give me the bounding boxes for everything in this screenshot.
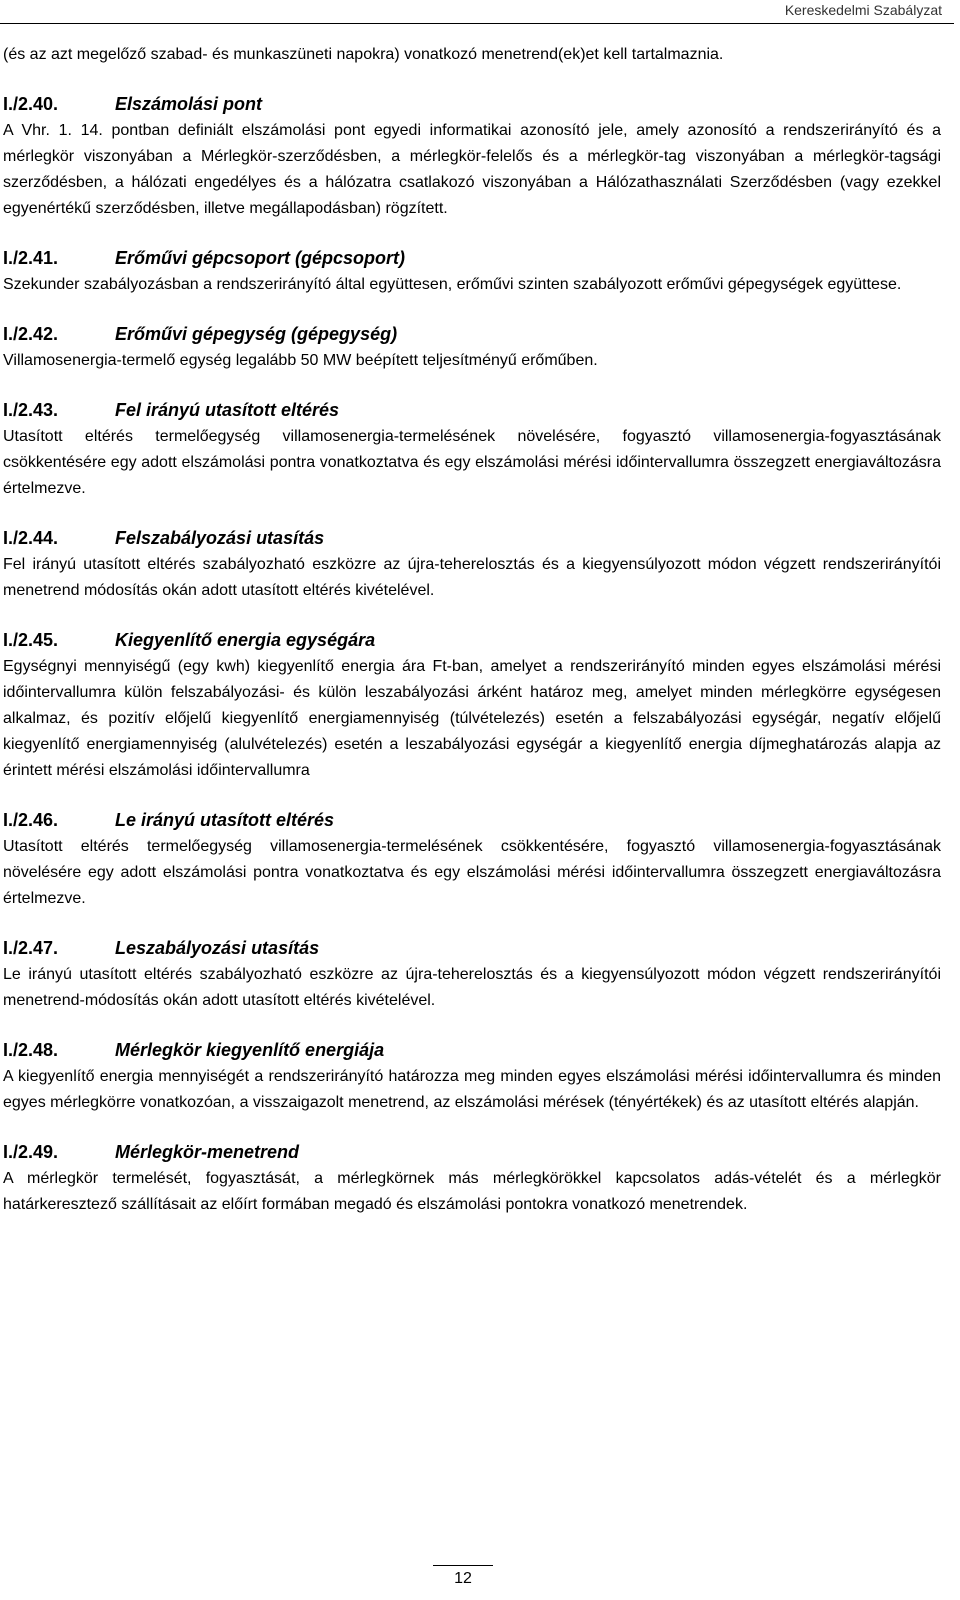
section-heading xyxy=(3,320,941,348)
section-title: Mérlegkör kiegyenlítő energiája xyxy=(115,1040,385,1060)
section-title: Erőművi gépcsoport (gépcsoport) xyxy=(115,248,406,268)
section-title: Leszabályozási utasítás xyxy=(115,938,320,958)
section-number: I./2.41. xyxy=(3,248,59,268)
section-number: I./2.40. xyxy=(3,94,59,114)
section-body: Utasított eltérés termelőegység villamosenergia-termelésének növelésére, fogyasztó villamosenergia-fogyasztásának csökkentésére egy adott elszámolási pontra vonatkoztatva és egy elszámolási mérési időintervallumra összegzett energiaváltozásra értelmezve. xyxy=(3,428,941,497)
section-number: I./2.42. xyxy=(3,324,59,344)
section-title: Le irányú utasított eltérés xyxy=(115,810,335,830)
section-2-43 xyxy=(3,396,941,502)
section-title: Elszámolási pont xyxy=(115,94,263,114)
section-number: I./2.44. xyxy=(3,528,59,548)
section-body: Utasított eltérés termelőegység villamosenergia-termelésének csökkentésére, fogyasztó villamosenergia-fogyasztásának növelésére egy adott elszámolási pontra vonatkoztatva és egy elszámolási mérési időintervallumra összegzett energiaváltozásra értelmezve. xyxy=(3,838,941,907)
section-body: A Vhr. 1. 14. pontban definiált elszámolási pont egyedi informatikai azonosító jele, amely azonosító a rendszerirányító és a mérlegkör viszonyában a Mérlegkör-szerződésben, a mérlegkör-felelős és a mérlegkör-tag viszonyában a mérlegkör-tagsági szerződésben, a hálózati engedélyes és a hálózatra csatlakozó viszonyában a Hálózathasználati Szerződésben (vagy ezekkel egyenértékű szerződésben, illetve megállapodásban) rögzített. xyxy=(3,122,941,217)
section-2-48 xyxy=(3,1036,941,1116)
section-title: Kiegyenlítő energia egységára xyxy=(115,630,376,650)
section-number: I./2.49. xyxy=(3,1142,59,1162)
section-body: Fel irányú utasított eltérés szabályozható eszközre az újra-teherelosztás és a kiegyensúlyozott módon végzett rendszerirányítói menetrend módosítás okán adott utasított eltérés kivételével. xyxy=(3,556,941,599)
section-heading xyxy=(3,806,941,834)
section-number: I./2.43. xyxy=(3,400,59,420)
section-number: I./2.47. xyxy=(3,938,59,958)
section-title: Mérlegkör-menetrend xyxy=(115,1142,300,1162)
section-2-46 xyxy=(3,806,941,912)
section-number: I./2.48. xyxy=(3,1040,59,1060)
section-body: Villamosenergia-termelő egység legalább 50 MW beépített teljesítményű erőműben. xyxy=(3,352,598,369)
section-body: Szekunder szabályozásban a rendszerirányító által együttesen, erőművi szinten szabályozott erőművi gépegységek együttese. xyxy=(3,276,902,293)
section-2-47 xyxy=(3,934,941,1014)
section-title: Fel irányú utasított eltérés xyxy=(115,400,340,420)
section-2-41 xyxy=(3,244,941,298)
section-heading xyxy=(3,1138,941,1166)
section-number: I./2.46. xyxy=(3,810,59,830)
section-heading xyxy=(3,934,941,962)
section-body: Le irányú utasított eltérés szabályozható eszközre az újra-teherelosztás és a kiegyensúlyozott módon végzett rendszerirányítói menetrend-módosítás okán adott utasított eltérés kivételével. xyxy=(3,966,941,1009)
section-heading xyxy=(3,626,941,654)
footer-divider xyxy=(433,1565,493,1566)
section-title: Erőművi gépegység (gépegység) xyxy=(115,324,398,344)
section-body: Egységnyi mennyiségű (egy kwh) kiegyenlítő energia ára Ft-ban, amelyet a rendszerirányító minden egyes elszámolási mérési időintervallumra külön felszabályozási- és külön leszabályozási árként határoz meg, amelyet minden mérlegkörre egységesen alkalmaz, és pozitív előjelű kiegyenlítő energiamennyiség (túlvételezés) esetén a felszabályozási egységár, negatív előjelű kiegyenlítő energiamennyiség (alulvételezés) esetén a leszabályozási egységár a kiegyenlítő energia díjmeghatározás alapja az érintett mérési elszámolási időintervallumra xyxy=(3,658,941,779)
section-heading xyxy=(3,396,941,424)
section-heading xyxy=(3,524,941,552)
document-body xyxy=(3,42,941,1218)
section-2-49 xyxy=(3,1138,941,1218)
section-heading xyxy=(3,90,941,118)
intro-paragraph: (és az azt megelőző szabad- és munkaszüneti napokra) vonatkozó menetrend(ek)et kell tartalmaznia. xyxy=(3,46,724,63)
running-header-title: Kereskedelmi Szabályzat xyxy=(784,2,942,18)
section-title: Felszabályozási utasítás xyxy=(115,528,325,548)
section-body: A kiegyenlítő energia mennyiségét a rendszerirányító határozza meg minden egyes elszámolási mérési időintervallumra és minden egyes mérlegkörre vonatkozóan, a visszaigazolt menetrend, az elszámolási mérések (tényértékek) és az utasított eltérés alapján. xyxy=(3,1068,941,1111)
section-2-42 xyxy=(3,320,941,374)
page-number: 12 xyxy=(454,1570,472,1587)
section-2-45 xyxy=(3,626,941,784)
section-heading xyxy=(3,244,941,272)
section-body: A mérlegkör termelését, fogyasztását, a mérlegkörnek más mérlegkörökkel kapcsolatos adás-vételét és a mérlegkör határkeresztező szállításait az előírt formában megadó és elszámolási pontokra vonatkozó menetrendek. xyxy=(3,1170,941,1213)
section-heading xyxy=(3,1036,941,1064)
section-2-44 xyxy=(3,524,941,604)
section-number: I./2.45. xyxy=(3,630,59,650)
header-divider xyxy=(0,23,954,24)
section-2-40 xyxy=(3,90,941,222)
